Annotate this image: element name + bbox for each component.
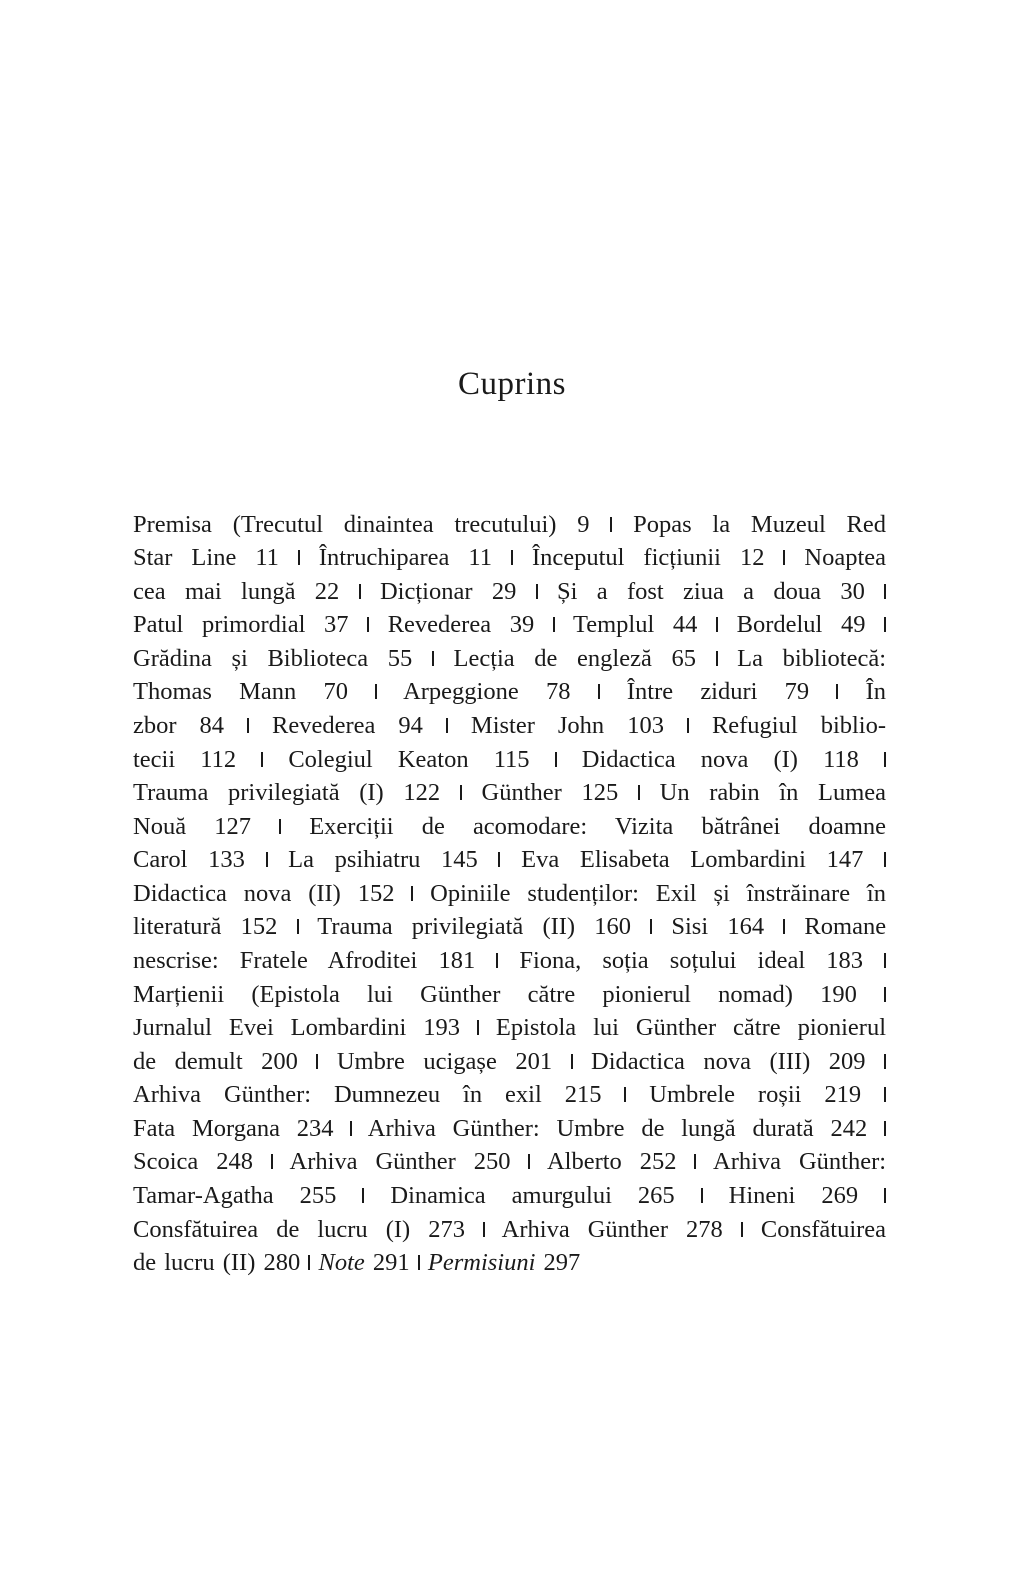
entry-title: Dinamica <box>390 1182 486 1209</box>
toc-line <box>133 1145 886 1179</box>
entry-title: de <box>421 813 445 840</box>
toc-line <box>133 1213 886 1247</box>
entry-title: acomodare: <box>472 813 588 840</box>
entry-title: exil <box>505 1081 542 1108</box>
toc-line <box>133 978 886 1012</box>
toc-line <box>133 541 886 575</box>
page-number: 200 <box>261 1048 298 1075</box>
page-number: 278 <box>686 1216 723 1243</box>
entry-title: literatură <box>133 913 222 940</box>
page-number: 70 <box>323 678 349 705</box>
page-number: 219 <box>824 1081 862 1108</box>
separator-bar <box>650 919 652 934</box>
entry-title: Fratele <box>239 947 308 974</box>
separator-bar <box>446 718 448 733</box>
entry-title: soțului <box>669 947 737 974</box>
separator-bar <box>367 617 369 632</box>
page-number: 164 <box>727 913 765 940</box>
separator-bar <box>884 953 886 968</box>
entry-title: tecii <box>133 746 176 773</box>
entry-title: Muzeul <box>750 511 826 538</box>
page-number: 79 <box>784 678 810 705</box>
entry-title: la <box>712 511 731 538</box>
entry-title: Noaptea <box>804 544 887 571</box>
separator-bar <box>701 1188 703 1203</box>
entry-title: Consfătuirea de lucru (I) <box>133 1216 411 1243</box>
separator-bar <box>279 819 281 834</box>
entry-title: Permisiuni <box>427 1249 536 1276</box>
entry-title: nomad) <box>718 981 793 1008</box>
separator-bar <box>836 684 838 699</box>
entry-title: Afroditei <box>327 947 418 974</box>
entry-title: Umbrele <box>649 1081 735 1108</box>
entry-title: Consfătuirea <box>760 1216 887 1243</box>
entry-title: de demult <box>133 1048 243 1075</box>
entry-title: Alberto <box>546 1148 622 1175</box>
page-number: 250 <box>473 1148 511 1175</box>
page-number: 112 <box>200 746 237 773</box>
toc-line <box>133 944 886 978</box>
entry-title: Bordelul <box>736 611 823 638</box>
page-number: 84 <box>199 712 225 739</box>
entry-title: Dicționar <box>379 578 473 605</box>
separator-bar <box>553 617 555 632</box>
entry-title: a <box>743 578 755 605</box>
entry-title: Scoica <box>133 1148 199 1175</box>
entry-title: de lucru (II) <box>133 1249 256 1276</box>
entry-title: nescrise: <box>133 947 219 974</box>
entry-title: Didactica nova (II) <box>133 880 341 907</box>
separator-bar <box>694 1154 696 1169</box>
page-number: 255 <box>299 1182 337 1209</box>
page-number: 193 <box>423 1014 461 1041</box>
entry-title: cea <box>133 578 166 605</box>
page-number: 118 <box>823 746 859 773</box>
separator-bar <box>350 1121 352 1136</box>
separator-bar <box>418 1255 420 1270</box>
entry-title: Umbre ucigașe <box>336 1048 497 1075</box>
toc-line <box>133 843 886 877</box>
entry-title: Eva Elisabeta Lombardini <box>521 846 806 873</box>
entry-title: Günther <box>481 779 562 806</box>
entry-title: Nouă <box>133 813 187 840</box>
page-number: 297 <box>543 1249 581 1276</box>
entry-title: ziua <box>683 578 724 605</box>
page-number: 39 <box>509 611 535 638</box>
entry-title: Popas <box>633 511 692 538</box>
separator-bar <box>483 1222 485 1237</box>
page-number: 252 <box>639 1148 677 1175</box>
separator-bar <box>297 919 299 934</box>
page-number: 125 <box>581 779 619 806</box>
entry-title: Revederea <box>272 712 376 739</box>
entry-title: Keaton <box>397 746 469 773</box>
entry-title: Trauma privilegiată (II) <box>317 913 576 940</box>
separator-bar <box>359 584 361 599</box>
toc-line <box>133 1045 886 1079</box>
separator-bar <box>716 617 718 632</box>
page-number: 201 <box>515 1048 553 1075</box>
page-number: 103 <box>627 712 664 739</box>
page-title: Cuprins <box>457 366 566 402</box>
entry-title: Colegiul <box>288 746 373 773</box>
entry-title: Carol <box>133 846 188 873</box>
separator-bar <box>884 1121 886 1136</box>
page-number: 133 <box>208 846 245 873</box>
separator-bar <box>477 1020 479 1035</box>
entry-title: Jurnalul Evei Lombardini <box>133 1014 407 1041</box>
entry-title: Red <box>846 511 887 538</box>
entry-title: Exerciții <box>309 813 394 840</box>
entry-title: Günther: <box>223 1081 312 1108</box>
separator-bar <box>638 785 640 800</box>
separator-bar <box>528 1154 530 1169</box>
entry-title: ziduri <box>700 678 758 705</box>
entry-title: Arhiva Günther <box>501 1216 669 1243</box>
page-number: 55 <box>387 645 413 672</box>
entry-title: Star Line <box>133 544 237 571</box>
entry-title: Vizita <box>614 813 674 840</box>
entry-title: Mister <box>470 712 535 739</box>
separator-bar <box>884 1087 886 1102</box>
page-number: 29 <box>491 578 517 605</box>
page-number: 11 <box>468 544 492 571</box>
entry-title: Începutul ficțiunii <box>531 544 721 571</box>
separator-bar <box>687 718 689 733</box>
entry-title: Arpeggione <box>403 678 519 705</box>
entry-title: roșii <box>757 1081 802 1108</box>
page-number: 49 <box>840 611 866 638</box>
toc-line <box>133 810 886 844</box>
page-number: 152 <box>240 913 278 940</box>
separator-bar <box>884 1188 886 1203</box>
separator-bar <box>362 1188 364 1203</box>
page-number: 78 <box>545 678 571 705</box>
entry-title: La psihiatru <box>288 846 421 873</box>
entry-title: Marțienii <box>133 981 225 1008</box>
entry-title: Revederea <box>387 611 492 638</box>
entry-title: către <box>527 981 576 1008</box>
page-number: 248 <box>216 1148 253 1175</box>
page-number: 269 <box>821 1182 859 1209</box>
entry-title: în <box>463 1081 483 1108</box>
page-number: 280 <box>263 1249 301 1276</box>
separator-bar <box>375 684 377 699</box>
separator-bar <box>610 517 612 532</box>
page-number: 22 <box>314 578 340 605</box>
toc-line <box>133 910 886 944</box>
page-number: 65 <box>671 645 696 672</box>
toc-line <box>133 1011 886 1045</box>
entry-title: Patul primordial <box>133 611 306 638</box>
entry-title: Și <box>556 578 578 605</box>
separator-bar <box>460 785 462 800</box>
separator-bar <box>555 752 557 767</box>
entry-title: Dumnezeu <box>333 1081 441 1108</box>
page-number: 147 <box>826 846 864 873</box>
entry-title: nova <box>700 746 749 773</box>
page-number: 209 <box>828 1048 866 1075</box>
entry-title: Epistola lui Günther către pionierul <box>495 1014 887 1041</box>
entry-title: Romane <box>804 913 887 940</box>
toc-line <box>133 709 886 743</box>
entry-title: lui <box>367 981 393 1008</box>
entry-title: soția <box>602 947 649 974</box>
page-number: 122 <box>403 779 441 806</box>
entry-title: mai <box>184 578 222 605</box>
separator-bar <box>783 919 785 934</box>
page-number: 127 <box>214 813 251 840</box>
entry-title: Lecția de engleză <box>453 645 652 672</box>
entry-title: Hineni <box>728 1182 796 1209</box>
page-number: 273 <box>428 1216 465 1243</box>
entry-title: Între <box>626 678 674 705</box>
separator-bar <box>571 1054 573 1069</box>
toc-line <box>133 877 886 911</box>
entry-title: (Epistola <box>251 981 340 1008</box>
separator-bar <box>271 1154 273 1169</box>
toc-line <box>133 743 886 777</box>
separator-bar <box>247 718 249 733</box>
page-number: 242 <box>830 1115 868 1142</box>
entry-title: Un rabin în Lumea <box>659 779 887 806</box>
entry-title: Tamar-Agatha <box>133 1182 274 1209</box>
entry-title: John <box>557 712 605 739</box>
entry-title: Fiona, <box>519 947 582 974</box>
entry-title: Fata Morgana <box>133 1115 280 1142</box>
toc-line <box>133 776 886 810</box>
entry-title: Didactica <box>581 746 676 773</box>
page-number: 115 <box>493 746 530 773</box>
page-number: 160 <box>594 913 632 940</box>
toc-line <box>133 1078 886 1112</box>
entry-title: Grădina și Biblioteca <box>133 645 369 672</box>
page-number: 215 <box>564 1081 602 1108</box>
page-number: 37 <box>324 611 349 638</box>
separator-bar <box>308 1255 310 1270</box>
entry-title: Întruchiparea <box>318 544 450 571</box>
entry-title: amurgului <box>511 1182 612 1209</box>
entry-title: ideal <box>757 947 806 974</box>
separator-bar <box>432 651 434 666</box>
entry-title: Refugiul <box>711 712 798 739</box>
toc-line <box>133 675 886 709</box>
separator-bar <box>598 684 600 699</box>
page-number: 265 <box>637 1182 675 1209</box>
separator-bar <box>783 550 785 565</box>
separator-bar <box>624 1087 626 1102</box>
entry-title: Mann <box>239 678 297 705</box>
entry-title: doua <box>773 578 821 605</box>
entry-title: biblio- <box>820 712 887 739</box>
page-number: 152 <box>357 880 395 907</box>
entry-title: În <box>865 678 886 705</box>
separator-bar <box>316 1054 318 1069</box>
entry-title: Templul <box>572 611 655 638</box>
entry-title: Didactica nova (III) <box>591 1048 811 1075</box>
page-number: 291 <box>372 1249 410 1276</box>
separator-bar <box>884 617 886 632</box>
entry-title: pionierul <box>602 981 691 1008</box>
separator-bar <box>716 651 718 666</box>
page-number: 94 <box>398 712 423 739</box>
toc-line <box>133 508 886 542</box>
entry-title: Arhiva Günther: Umbre de lungă durată <box>367 1115 814 1142</box>
entry-title: lungă <box>241 578 296 605</box>
separator-bar <box>261 752 263 767</box>
page-number: 145 <box>441 846 478 873</box>
separator-bar <box>741 1222 743 1237</box>
separator-bar <box>298 550 300 565</box>
entry-title: Arhiva <box>133 1081 202 1108</box>
entry-title: bătrânei <box>701 813 781 840</box>
separator-bar <box>496 953 498 968</box>
entry-title: Thomas <box>133 678 212 705</box>
toc-line <box>133 1179 886 1213</box>
entry-title: La bibliotecă: <box>737 645 887 672</box>
entry-title: a <box>596 578 608 605</box>
entry-title: Note <box>318 1249 365 1276</box>
separator-bar <box>884 852 886 867</box>
entry-title: Premisa (Trecutul dinaintea trecutului) <box>133 511 557 538</box>
separator-bar <box>884 752 886 767</box>
page-number: 190 <box>820 981 857 1008</box>
separator-bar <box>266 852 268 867</box>
toc-line <box>133 1246 886 1280</box>
entry-title: Trauma privilegiată (I) <box>133 779 384 806</box>
page-number: 9 <box>577 511 590 538</box>
page-number: 44 <box>672 611 698 638</box>
entry-title: (I) <box>773 746 798 773</box>
entry-title: doamne <box>808 813 887 840</box>
separator-bar <box>498 852 500 867</box>
entry-title: zbor <box>133 712 177 739</box>
toc-line <box>133 608 886 642</box>
toc-line <box>133 575 886 609</box>
entry-title: fost <box>626 578 664 605</box>
entry-title: Arhiva Günther: <box>713 1148 887 1175</box>
separator-bar <box>884 1054 886 1069</box>
toc-line <box>133 1112 886 1146</box>
page-number: 181 <box>438 947 476 974</box>
entry-title: Opiniile studenților: Exil și înstrăinare în <box>430 880 886 907</box>
toc-line <box>133 642 886 676</box>
page-number: 12 <box>739 544 765 571</box>
entry-title: Arhiva Günther <box>289 1148 456 1175</box>
page-number: 234 <box>296 1115 334 1142</box>
entry-title: Günther <box>420 981 501 1008</box>
page-number: 183 <box>826 947 863 974</box>
separator-bar <box>411 886 413 901</box>
entry-title: Sisi <box>671 913 709 940</box>
separator-bar <box>884 584 886 599</box>
separator-bar <box>511 550 513 565</box>
page-number: 30 <box>840 578 865 605</box>
separator-bar <box>884 987 886 1002</box>
page-number: 11 <box>255 544 279 571</box>
separator-bar <box>536 584 538 599</box>
